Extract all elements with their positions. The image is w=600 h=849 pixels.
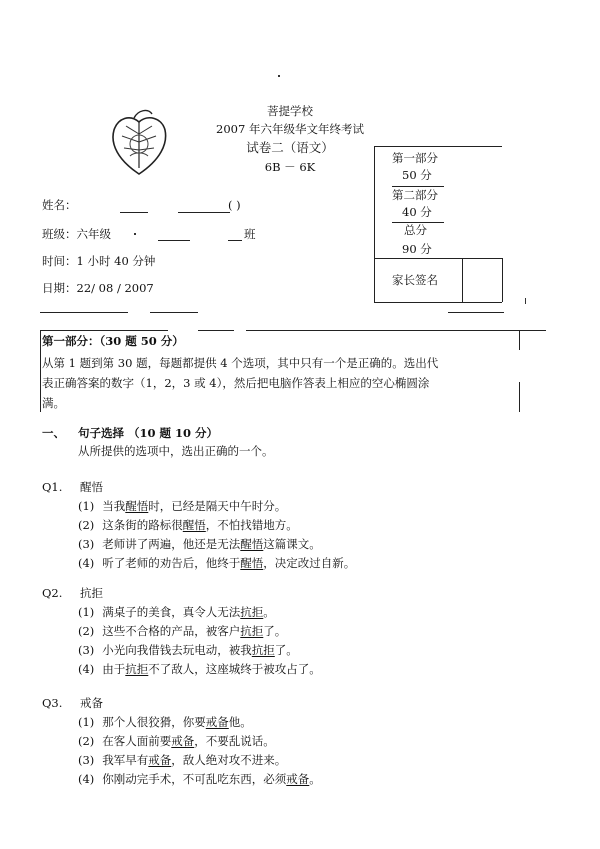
option-number: (4) xyxy=(78,662,95,676)
option-keyword: 戒备 xyxy=(148,753,172,767)
option-keyword: 醒悟 xyxy=(182,518,206,532)
option-text-before: 小光向我借钱去玩电动，被我 xyxy=(102,643,252,657)
answer-option xyxy=(78,501,286,513)
exam-title: 2007 年六年级华文年终考试 xyxy=(216,122,364,136)
class-suffix: 班 xyxy=(244,227,256,241)
answer-option xyxy=(78,717,252,729)
answer-option xyxy=(78,626,286,638)
option-keyword: 抗拒 xyxy=(240,605,264,619)
option-text-before: 当我 xyxy=(102,499,126,513)
option-keyword: 抗拒 xyxy=(125,662,149,676)
section1-instruction: 从所提供的选项中，选出正确的一个。 xyxy=(78,444,274,458)
option-text-before: 在客人面前要 xyxy=(102,734,172,748)
school-logo-leaf-icon xyxy=(108,108,170,176)
option-text-before: 这些不合格的产品，被客户 xyxy=(102,624,241,638)
option-text-after: 他。 xyxy=(228,715,252,729)
part1-instruction-line3: 满。 xyxy=(42,396,65,410)
option-text-after: 时，已经是隔天中午时分。 xyxy=(148,499,287,513)
option-text-after: 。 xyxy=(263,605,275,619)
option-keyword: 戒备 xyxy=(205,715,229,729)
option-text-before: 听了老师的劝告后，他终于 xyxy=(102,556,241,570)
option-keyword: 抗拒 xyxy=(240,624,264,638)
option-text-before: 你刚动完手术，不可乱吃东西，必须 xyxy=(102,772,287,786)
option-text-before: 我军早有 xyxy=(102,753,149,767)
question-word: 戒备 xyxy=(80,696,103,710)
option-number: (4) xyxy=(78,772,95,786)
part1-instruction-line1: 从第 1 题到第 30 题，每题都提供 4 个选项，其中只有一个是正确的。选出代 xyxy=(42,356,439,370)
answer-option xyxy=(78,558,355,570)
option-number: (3) xyxy=(78,537,95,551)
option-number: (1) xyxy=(78,715,95,729)
option-text-before: 老师讲了两遍，他还是无法 xyxy=(102,537,241,551)
answer-option xyxy=(78,755,286,767)
part1-instruction-line2: 表正确答案的数字（1，2，3 或 4），然后把电脑作答表上相应的空心椭圆涂 xyxy=(42,376,430,390)
exam-date: 日期：22/ 08 / 2007 xyxy=(42,281,154,295)
option-number: (2) xyxy=(78,518,95,532)
option-keyword: 戒备 xyxy=(286,772,310,786)
option-number: (1) xyxy=(78,499,95,513)
part1-label: 第一部分 xyxy=(392,151,438,165)
question-number: Q2. xyxy=(42,586,63,600)
option-number: (2) xyxy=(78,734,95,748)
option-number: (2) xyxy=(78,624,95,638)
option-text-after: ，敌人绝对攻不进来。 xyxy=(171,753,287,767)
option-text-before: 满桌子的美食，真令人无法 xyxy=(102,605,241,619)
option-number: (3) xyxy=(78,643,95,657)
option-text-before: 那个人很狡猾，你要 xyxy=(102,715,206,729)
answer-option xyxy=(78,774,321,786)
option-text-before: 由于 xyxy=(102,662,126,676)
answer-option xyxy=(78,607,275,619)
part1-score: 50 分 xyxy=(402,168,432,182)
question-number: Q3. xyxy=(42,696,63,710)
answer-option xyxy=(78,664,321,676)
class-label: 班级：六年级 xyxy=(42,227,111,241)
part1-title: 第一部分：（30 题 50 分） xyxy=(42,334,184,348)
option-keyword: 抗拒 xyxy=(251,643,275,657)
option-text-after: ，决定改过自新。 xyxy=(263,556,356,570)
option-text-after: ，不要乱说话。 xyxy=(194,734,275,748)
question-word: 抗拒 xyxy=(80,586,103,600)
option-text-after: 了。 xyxy=(274,643,298,657)
option-text-before: 这条街的路标很 xyxy=(102,518,183,532)
section1-title: 句子选择 （10 题 10 分） xyxy=(78,426,219,440)
question-word: 醒悟 xyxy=(80,480,103,494)
class-range: 6B － 6K xyxy=(264,160,316,174)
option-text-after: 了。 xyxy=(263,624,287,638)
answer-option xyxy=(78,539,321,551)
option-text-after: ，不怕找错地方。 xyxy=(205,518,298,532)
answer-option xyxy=(78,645,298,657)
option-keyword: 戒备 xyxy=(171,734,195,748)
part2-label: 第二部分 xyxy=(392,188,438,202)
answer-option xyxy=(78,736,275,748)
parent-signature-label: 家长签名 xyxy=(392,273,438,287)
option-text-after: 这篇课文。 xyxy=(263,537,321,551)
part2-score: 40 分 xyxy=(402,205,432,219)
answer-option xyxy=(78,520,298,532)
school-name: 菩提学校 xyxy=(267,104,313,118)
option-number: (4) xyxy=(78,556,95,570)
name-label: 姓名： xyxy=(42,198,77,212)
section1-number: 一、 xyxy=(42,426,65,440)
paper-title: 试卷二（语文） xyxy=(246,140,334,155)
option-keyword: 醒悟 xyxy=(240,537,264,551)
option-number: (1) xyxy=(78,605,95,619)
question-number: Q1. xyxy=(42,480,63,494)
option-number: (3) xyxy=(78,753,95,767)
name-paren: ( ) xyxy=(228,198,241,212)
total-label: 总分 xyxy=(404,223,427,237)
option-text-after: 不了敌人，这座城终于被攻占了。 xyxy=(148,662,321,676)
option-keyword: 醒悟 xyxy=(240,556,264,570)
total-score: 90 分 xyxy=(402,242,432,256)
exam-duration: 时间：1 小时 40 分钟 xyxy=(42,254,156,268)
option-keyword: 醒悟 xyxy=(125,499,149,513)
option-text-after: 。 xyxy=(309,772,321,786)
